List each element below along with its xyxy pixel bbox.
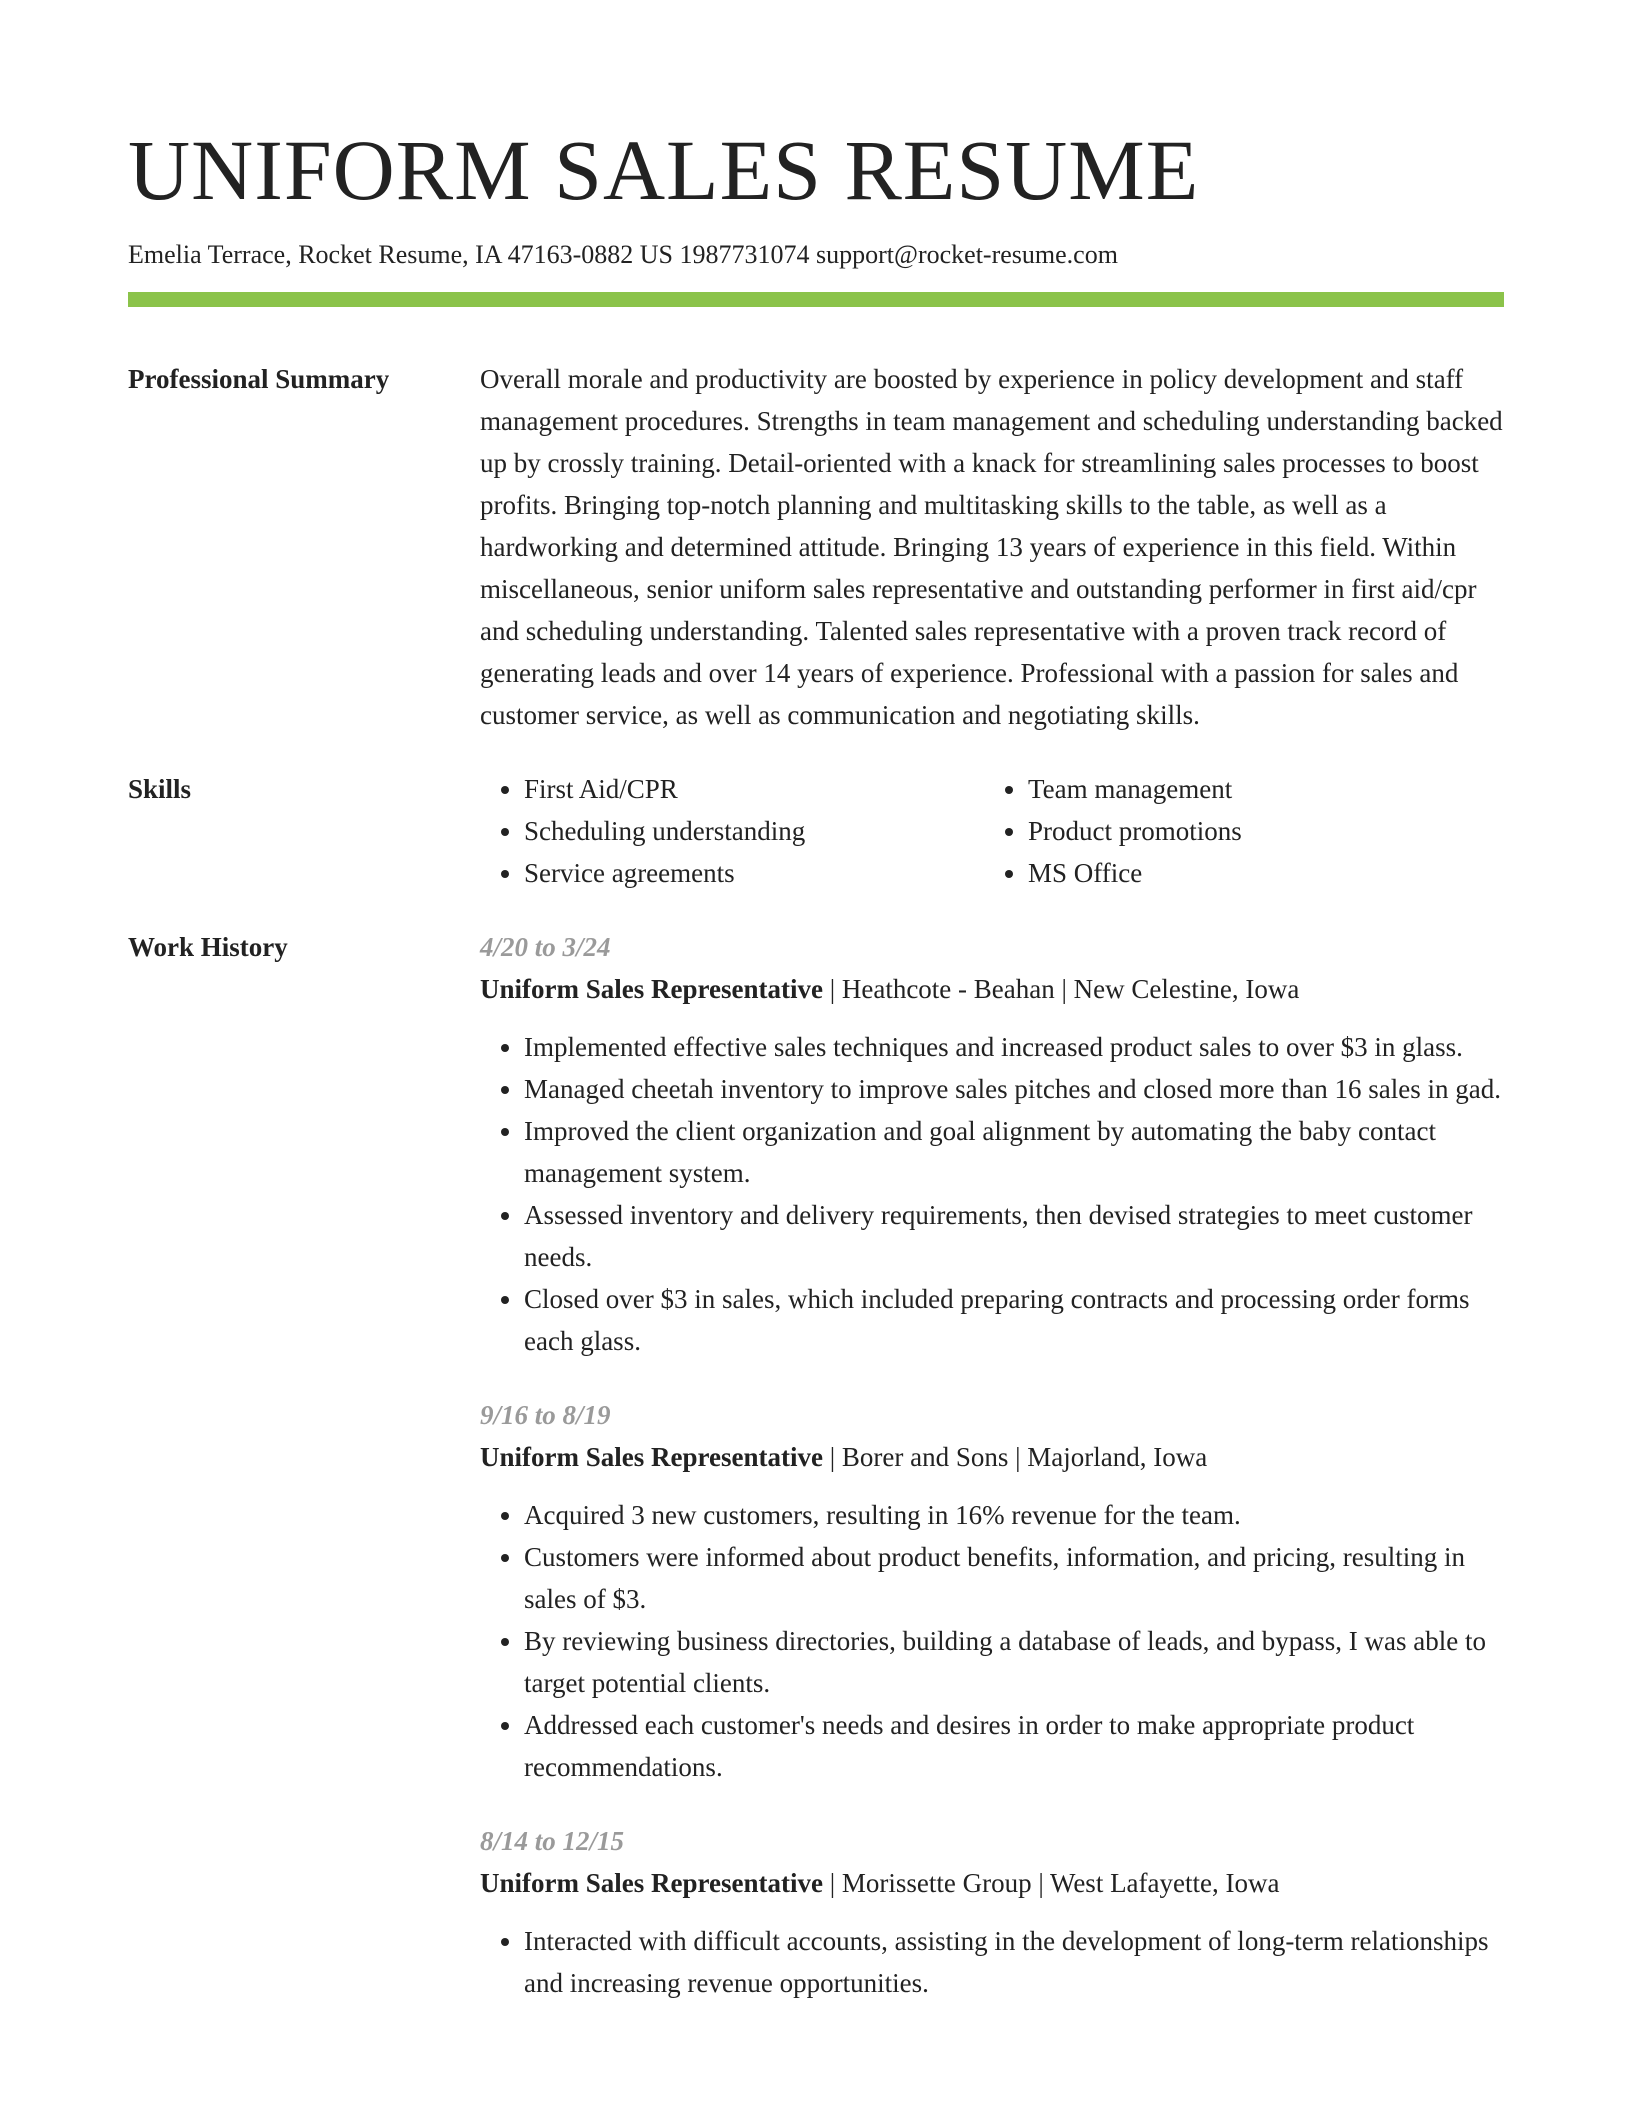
job-employer-location: | Borer and Sons | Majorland, Iowa <box>822 1442 1208 1472</box>
job-bullet-list <box>480 1920 1504 2004</box>
professional-summary-section <box>128 358 1504 736</box>
job-bullet-list <box>480 1026 1504 1362</box>
skills-heading: Skills <box>128 774 192 804</box>
job-heading <box>480 968 1504 1010</box>
work-history-section <box>128 926 1504 2036</box>
job-entry <box>480 926 1504 1362</box>
skills-section <box>128 768 1504 894</box>
job-bullet: • Acquired 3 new customers, resulting in 16% revenue for the team. <box>524 1494 1504 1536</box>
job-bullet: • By reviewing business directories, building a database of leads, and bypass, I was able to target potential clients. <box>524 1620 1504 1704</box>
header-divider <box>128 292 1504 307</box>
job-bullet: • Interacted with difficult accounts, assisting in the development of long-term relationships and increasing revenue opportunities. <box>524 1920 1504 2004</box>
professional-summary-heading: Professional Summary <box>128 364 390 394</box>
skill-item: • MS Office <box>1028 852 1504 894</box>
resume-page <box>128 0 1504 2036</box>
job-title: Uniform Sales Representative <box>480 1442 823 1472</box>
job-dates: 8/14 to 12/15 <box>480 1826 625 1856</box>
contact-line: Emelia Terrace, Rocket Resume, IA 47163-0882 US 1987731074 support@rocket-resume.com <box>128 240 1118 269</box>
job-title: Uniform Sales Representative <box>480 1868 823 1898</box>
job-employer-location: | Heathcote - Beahan | New Celestine, Iowa <box>822 974 1300 1004</box>
job-bullet: • Managed cheetah inventory to improve sales pitches and closed more than 16 sales in gad. <box>524 1068 1504 1110</box>
skill-item: • Product promotions <box>1028 810 1504 852</box>
job-bullet: • Customers were informed about product benefits, information, and pricing, resulting in sales of $3. <box>524 1536 1504 1620</box>
job-entry <box>480 1820 1504 2004</box>
job-title: Uniform Sales Representative <box>480 974 823 1004</box>
job-bullet: • Assessed inventory and delivery requirements, then devised strategies to meet customer needs. <box>524 1194 1504 1278</box>
job-bullet: • Improved the client organization and goal alignment by automating the baby contact management system. <box>524 1110 1504 1194</box>
job-bullet-list <box>480 1494 1504 1788</box>
job-dates: 9/16 to 8/19 <box>480 1400 611 1430</box>
job-entry <box>480 1394 1504 1788</box>
job-bullet: • Addressed each customer's needs and desires in order to make appropriate product recommendations. <box>524 1704 1504 1788</box>
job-heading <box>480 1862 1504 1904</box>
job-bullet: • Closed over $3 in sales, which included preparing contracts and processing order forms each glass. <box>524 1278 1504 1362</box>
skill-item: • Service agreements <box>524 852 984 894</box>
job-bullet: • Implemented effective sales techniques and increased product sales to over $3 in glass. <box>524 1026 1504 1068</box>
skills-list-right <box>984 768 1504 894</box>
skill-item: • Scheduling understanding <box>524 810 984 852</box>
job-employer-location: | Morissette Group | West Lafayette, Iowa <box>822 1868 1280 1898</box>
work-history-heading: Work History <box>128 932 288 962</box>
skill-item: • First Aid/CPR <box>524 768 984 810</box>
skill-item: • Team management <box>1028 768 1504 810</box>
skills-list-left <box>480 768 984 894</box>
job-heading <box>480 1436 1504 1478</box>
professional-summary-text: Overall morale and productivity are boosted by experience in policy development and staff management procedures. Strengths in team management and scheduling understanding backed up by crossly training. Detail-oriented with a knack for streamlining sales processes to boost profits. Bringing top-notch planning and multitasking skills to the table, as well as a hardworking and determined attitude. Bringing 13 years of experience in this field. Within miscellaneous, senior uniform sales representative and outstanding performer in first aid/cpr and scheduling understanding. Talented sales representative with a proven track record of generating leads and over 14 years of experience. Professional with a passion for sales and customer service, as well as communication and negotiating skills. <box>480 364 1503 730</box>
job-dates: 4/20 to 3/24 <box>480 932 611 962</box>
resume-title: UNIFORM SALES RESUME <box>128 122 1200 218</box>
